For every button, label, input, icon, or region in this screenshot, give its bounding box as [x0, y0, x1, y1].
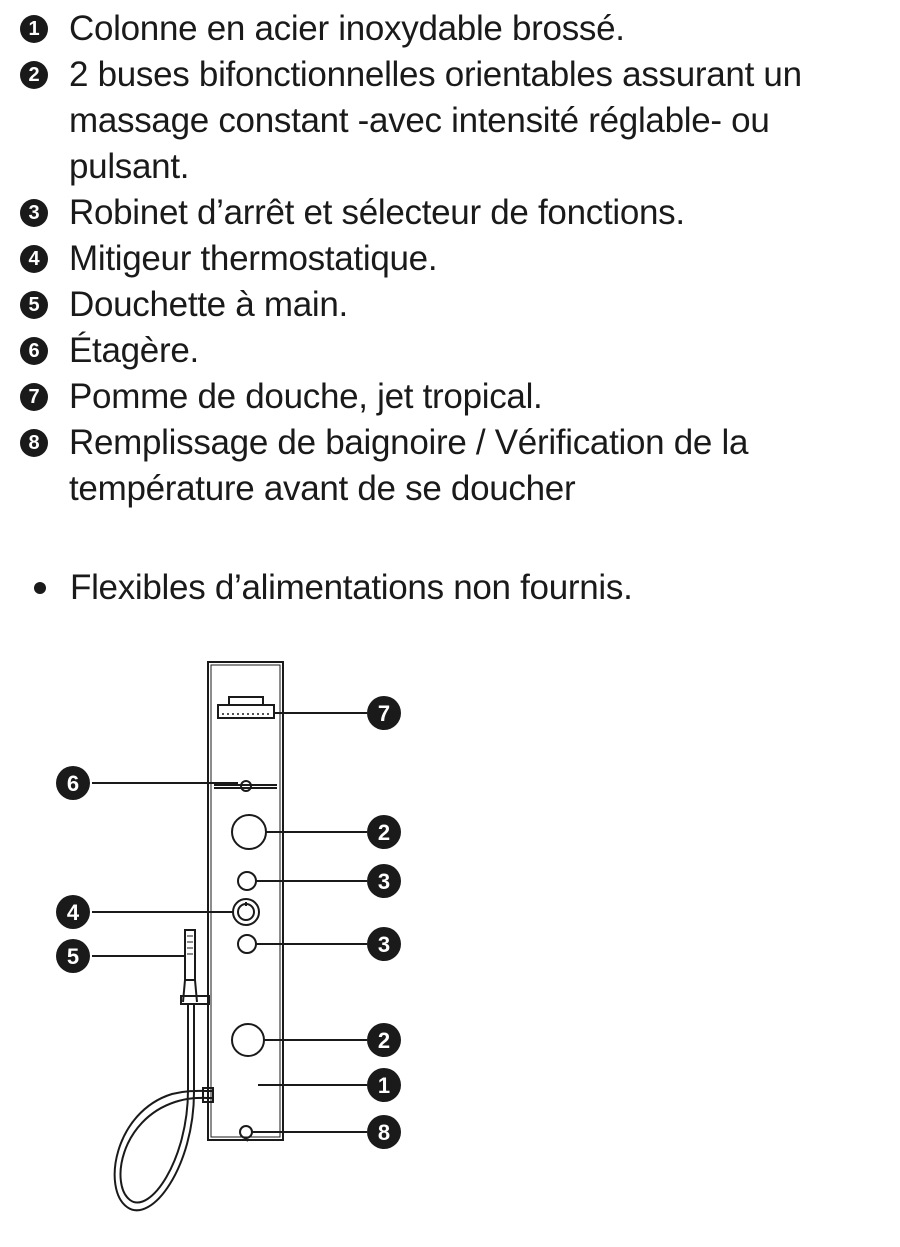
hand-shower [181, 930, 209, 1004]
diagram-svg [0, 640, 900, 1240]
feature-item-5 [20, 282, 890, 328]
svg-text:8: 8 [377, 1120, 391, 1145]
svg-text:3: 3 [377, 932, 391, 957]
feature-item-1 [20, 6, 890, 52]
feature-item-2 [20, 52, 890, 190]
shower-hose [115, 1004, 212, 1210]
number-badge: 6 [20, 337, 48, 365]
feature-text: Étagère. [69, 331, 199, 370]
bullet-icon [34, 582, 46, 594]
feature-text: Colonne en acier inoxydable brossé. [69, 9, 625, 48]
number-badge: 5 [20, 291, 48, 319]
feature-text: Mitigeur thermostatique. [69, 239, 438, 278]
feature-text: Remplissage de baignoire / Vérification de la température avant de se doucher [69, 423, 749, 508]
number-badge: 7 [20, 383, 48, 411]
callout-7 [367, 696, 401, 730]
svg-text:6: 6 [66, 771, 80, 796]
feature-text: Pomme de douche, jet tropical. [69, 377, 543, 416]
callout-3-lower [367, 927, 401, 961]
rain-shower-head [218, 697, 274, 718]
number-badge: 2 [20, 61, 48, 89]
supply-hoses-note [34, 565, 633, 611]
feature-text: Douchette à main. [69, 285, 348, 324]
lower-jet [232, 1024, 264, 1056]
callout-2-lower [367, 1023, 401, 1057]
callout-5 [56, 939, 90, 973]
feature-item-8 [20, 420, 890, 512]
number-badge: 1 [20, 15, 48, 43]
leader-lines [92, 713, 367, 1132]
svg-text:1: 1 [377, 1073, 391, 1098]
callout-8 [367, 1115, 401, 1149]
feature-item-7 [20, 374, 890, 420]
shower-column-diagram [0, 640, 900, 1240]
lower-stop-valve [238, 935, 256, 953]
svg-text:2: 2 [377, 820, 391, 845]
feature-text: 2 buses bifonctionnelles orientables assurant un massage constant -avec intensité réglable- ou pulsant. [69, 55, 802, 186]
feature-item-4 [20, 236, 890, 282]
callout-4 [56, 895, 90, 929]
feature-item-3 [20, 190, 890, 236]
callout-1 [367, 1068, 401, 1102]
svg-text:5: 5 [66, 944, 80, 969]
thermostatic-mixer [233, 899, 259, 925]
svg-text:3: 3 [377, 869, 391, 894]
callout-2-upper [367, 815, 401, 849]
note-text: Flexibles d’alimentations non fournis. [70, 568, 633, 607]
number-badge: 8 [20, 429, 48, 457]
upper-stop-valve [238, 872, 256, 890]
upper-jet [232, 815, 266, 849]
column-inner-edge [211, 665, 280, 1137]
svg-text:7: 7 [377, 701, 391, 726]
callout-3-upper [367, 864, 401, 898]
svg-text:2: 2 [377, 1028, 391, 1053]
feature-text: Robinet d’arrêt et sélecteur de fonctions. [69, 193, 685, 232]
svg-text:4: 4 [66, 900, 80, 925]
tub-filler [240, 1126, 252, 1141]
callout-6 [56, 766, 90, 800]
feature-item-6 [20, 328, 890, 374]
column-body [208, 662, 283, 1140]
number-badge: 3 [20, 199, 48, 227]
number-badge: 4 [20, 245, 48, 273]
feature-list [20, 6, 890, 512]
